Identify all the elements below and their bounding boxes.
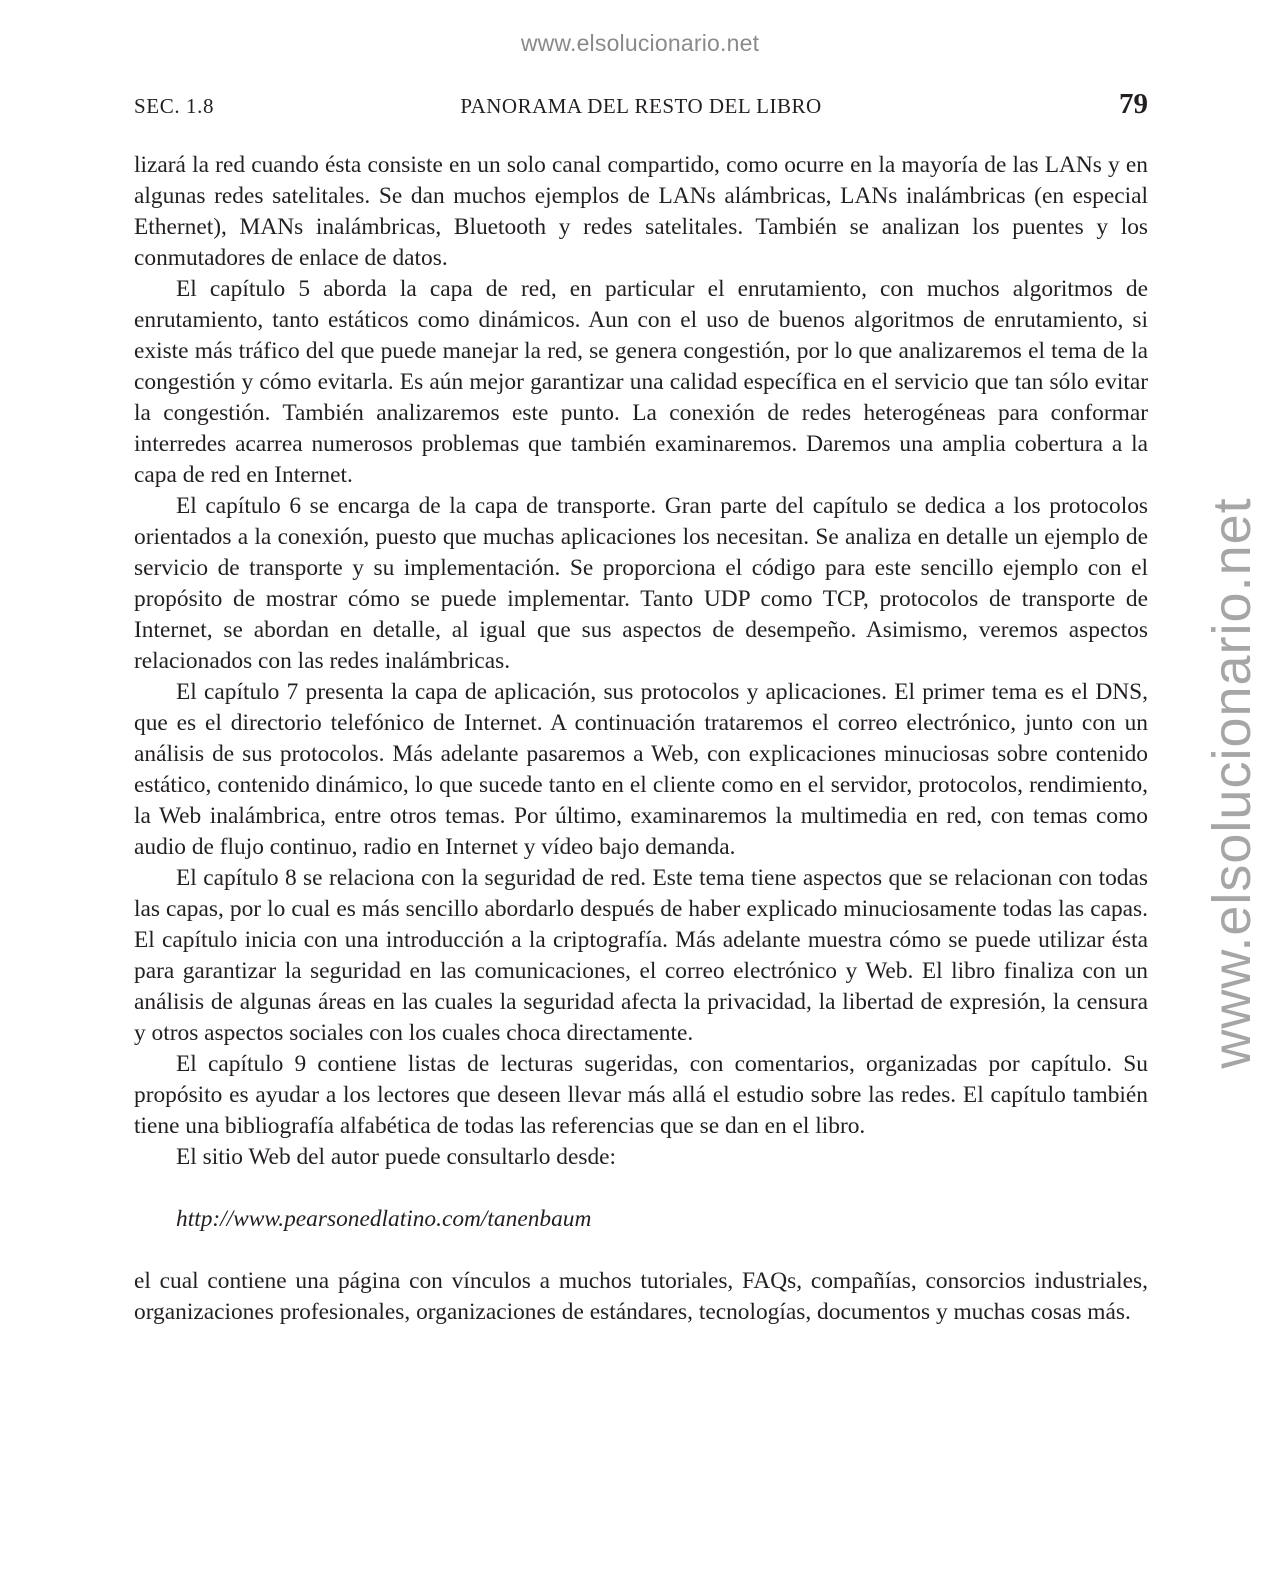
paragraph-author-site: El sitio Web del autor puede consultarlo desde: (176, 1144, 617, 1170)
paragraph-chapter-6: El capítulo 6 se encarga de la capa de transporte. Gran parte del capítulo se dedica a los protocolos orientados a la conexión, puesto que muchas aplicaciones los necesitan. Se analiza en detalle un ejemplo de servicio de transporte y su implementación. Se proporciona el código para este sencillo ejemplo con el propósito de mostrar cómo se puede implementar. Tanto UDP como TCP, protocolos de transporte de Internet, se abordan en detalle, al igual que sus aspectos de desempeño. Asimismo, veremos aspectos relacionados con las redes inalámbricas. (134, 493, 1148, 674)
section-number: SEC. 1.8 (134, 94, 215, 118)
page-body (134, 150, 1148, 1328)
page-number: 79 (1119, 88, 1148, 120)
running-head (134, 90, 1148, 124)
paragraph-chapter-7: El capítulo 7 presenta la capa de aplicación, sus protocolos y aplicaciones. El primer tema es el DNS, que es el directorio telefónico de Internet. A continuación trataremos el correo electrónico, junto con un análisis de sus protocolos. Más adelante pasaremos a Web, con explicaciones minuciosas sobre contenido estático, contenido dinámico, lo que sucede tanto en el cliente como en el servidor, protocolos, rendimiento, la Web inalámbrica, entre otros temas. Por último, examinaremos la multimedia en red, con temas como audio de flujo continuo, radio en Internet y vídeo bajo demanda. (134, 679, 1148, 860)
top-watermark: www.elsolucionario.net (520, 30, 760, 56)
paragraph-chapter-9: El capítulo 9 contiene listas de lecturas sugeridas, con comentarios, organizadas por capítulo. Su propósito es ayudar a los lectores que deseen llevar más allá el estudio sobre las redes. El capítulo también tiene una bibliografía alfabética de todas las referencias que se dan en el libro. (134, 1051, 1148, 1139)
side-watermark: www.elsolucionario.net (1202, 497, 1262, 1069)
paragraph-continuation: lizará la red cuando ésta consiste en un solo canal compartido, como ocurre en la mayoría de las LANs y en algunas redes satelitales. Se dan muchos ejemplos de LANs alámbricas, LANs inalámbricas (en especial Ethernet), MANs inalámbricas, Bluetooth y redes satelitales. También se analizan los puentes y los conmutadores de enlace de datos. (134, 152, 1148, 271)
author-website-url[interactable]: http://www.pearsonedlatino.com/tanenbaum (176, 1206, 592, 1232)
paragraph-chapter-5: El capítulo 5 aborda la capa de red, en particular el enrutamiento, con muchos algoritmos de enrutamiento, tanto estáticos como dinámicos. Aun con el uso de buenos algoritmos de enrutamiento, si existe más tráfico del que puede manejar la red, se genera congestión, por lo que analizaremos el tema de la congestión y cómo evitarla. Es aún mejor garantizar una calidad específica en el servicio que tan sólo evitar la congestión. También analizaremos este punto. La conexión de redes heterogéneas para conformar interredes acarrea numerosos problemas que también examinaremos. Daremos una amplia cobertura a la capa de red en Internet. (134, 276, 1148, 488)
paragraph-site-contents: el cual contiene una página con vínculos a muchos tutoriales, FAQs, compañías, consorcios industriales, organizaciones profesionales, organizaciones de estándares, tecnologías, documentos y muchas cosas más. (134, 1268, 1148, 1325)
paragraph-chapter-8: El capítulo 8 se relaciona con la seguridad de red. Este tema tiene aspectos que se relacionan con todas las capas, por lo cual es más sencillo abordarlo después de haber explicado minuciosamente todas las capas. El capítulo inicia con una introducción a la criptografía. Más adelante muestra cómo se puede utilizar ésta para garantizar la seguridad en las comunicaciones, el correo electrónico y Web. El libro finaliza con un análisis de algunas áreas en las cuales la seguridad afecta la privacidad, la libertad de expresión, la censura y otros aspectos sociales con los cuales choca directamente. (134, 865, 1148, 1046)
running-title: PANORAMA DEL RESTO DEL LIBRO (460, 94, 822, 118)
